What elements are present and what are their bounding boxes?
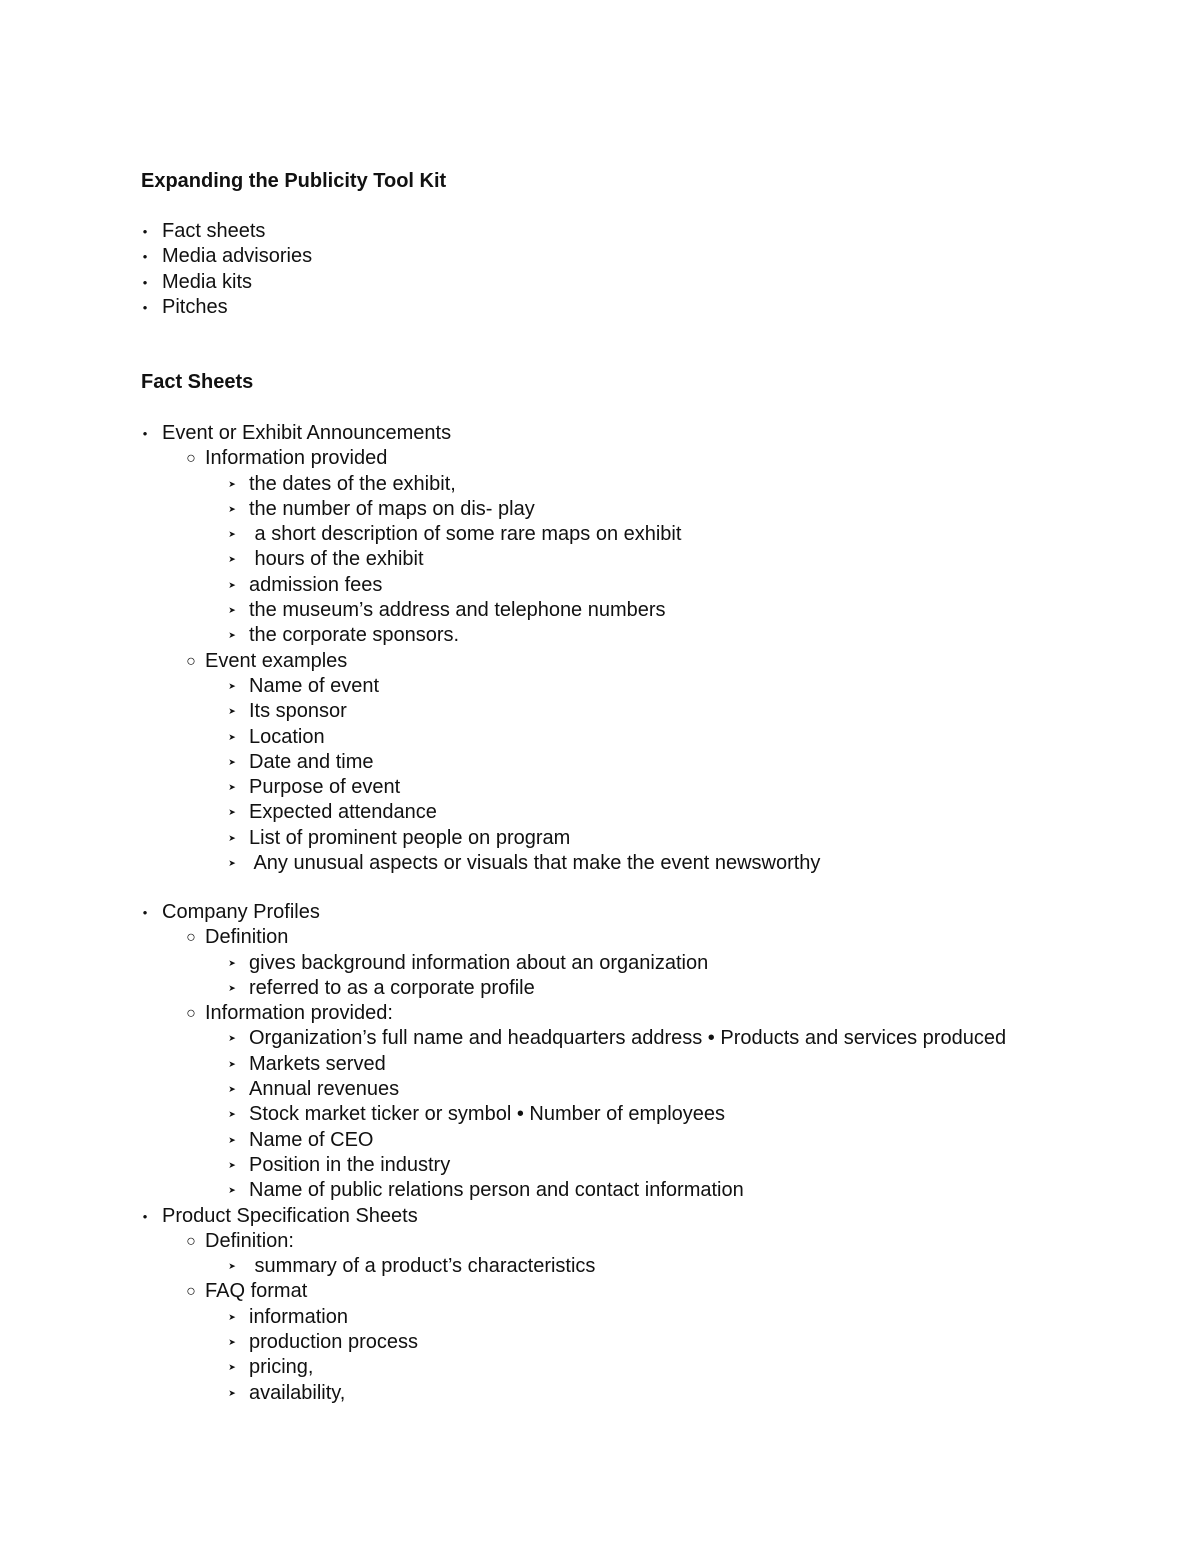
list-item [0, 750, 1200, 775]
arrow-bullet-icon: ➤ [228, 1033, 236, 1044]
arrow-bullet-icon: ➤ [228, 957, 236, 968]
list-item [0, 623, 1200, 648]
circle-bullet-icon: ○ [186, 1005, 196, 1023]
bullet-icon: • [142, 299, 148, 315]
circle-bullet-icon: ○ [186, 1283, 196, 1301]
list-item [0, 775, 1200, 800]
arrow-bullet-icon: ➤ [228, 1159, 236, 1170]
circle-bullet-icon: ○ [186, 929, 196, 947]
list-item-text: a short description of some rare maps on exhibit [249, 523, 682, 546]
list-item [0, 925, 1200, 950]
section-title-fact-sheets: Fact Sheets [141, 371, 254, 393]
arrow-bullet-icon: ➤ [228, 1337, 236, 1348]
list-item-text: referred to as a corporate profile [249, 976, 535, 999]
list-item-text: Pitches [162, 295, 228, 318]
list-item-text: Any unusual aspects or visuals that make the event newsworthy [249, 852, 821, 875]
arrow-bullet-icon: ➤ [228, 579, 236, 590]
arrow-bullet-icon: ➤ [228, 1058, 236, 1069]
list-item-text: Expected attendance [249, 801, 437, 824]
fact-sheets-list [0, 421, 1200, 876]
list-item-text: Event examples [205, 649, 348, 672]
list-item [0, 699, 1200, 724]
list-item-text: Media advisories [162, 245, 313, 268]
list-item [0, 674, 1200, 699]
list-item [0, 573, 1200, 598]
list-item-text: Company Profiles [162, 901, 320, 923]
arrow-bullet-icon: ➤ [228, 1109, 236, 1120]
section-title-publicity-tool-kit: Expanding the Publicity Tool Kit [141, 170, 447, 192]
arrow-bullet-icon: ➤ [228, 478, 236, 489]
list-item-text: Date and time [249, 750, 374, 773]
list-item [0, 219, 1200, 244]
arrow-bullet-icon: ➤ [228, 982, 236, 993]
list-item-text: the dates of the exhibit, [249, 472, 456, 495]
bullet-icon: • [142, 1208, 148, 1224]
list-item-text: the number of maps on dis- play [249, 497, 535, 520]
list-item [0, 976, 1200, 1001]
list-item-text: Markets served [249, 1052, 386, 1075]
list-item [0, 421, 1200, 446]
list-item-text: Information provided [205, 447, 388, 470]
list-item [0, 1204, 1200, 1229]
list-item-text: Organization’s full name and headquarters address • Products and services produced [249, 1027, 1007, 1050]
list-item [0, 649, 1200, 674]
list-item [0, 900, 1200, 925]
arrow-bullet-icon: ➤ [228, 630, 236, 641]
list-item [0, 598, 1200, 623]
list-item-text: Stock market ticker or symbol • Number of employees [249, 1103, 726, 1126]
list-item [0, 1052, 1200, 1077]
list-item-text: Product Specification Sheets [162, 1204, 418, 1227]
list-item [0, 1355, 1200, 1380]
arrow-bullet-icon: ➤ [228, 807, 236, 818]
list-item [0, 1305, 1200, 1330]
list-item-text: production process [249, 1331, 418, 1354]
profiles-and-specs-list [0, 900, 1200, 1406]
arrow-bullet-icon: ➤ [228, 529, 236, 540]
list-item [0, 244, 1200, 269]
list-item-text: Annual revenues [249, 1078, 400, 1101]
list-item-text: Its sponsor [249, 700, 347, 723]
list-item [0, 497, 1200, 522]
list-item-text: Name of public relations person and contact information [249, 1179, 744, 1202]
list-item-text: Media kits [162, 270, 253, 293]
arrow-bullet-icon: ➤ [228, 1084, 236, 1095]
arrow-bullet-icon: ➤ [228, 1261, 236, 1272]
arrow-bullet-icon: ➤ [228, 1362, 236, 1373]
arrow-bullet-icon: ➤ [228, 731, 236, 742]
circle-bullet-icon: ○ [186, 652, 196, 670]
list-item-text: admission fees [249, 573, 383, 596]
arrow-bullet-icon: ➤ [228, 554, 236, 565]
arrow-bullet-icon: ➤ [228, 605, 236, 616]
list-item-text: Fact sheets [162, 220, 266, 242]
arrow-bullet-icon: ➤ [228, 706, 236, 717]
arrow-bullet-icon: ➤ [228, 1134, 236, 1145]
list-item [0, 1128, 1200, 1153]
list-item [0, 826, 1200, 851]
list-item-text: Event or Exhibit Announcements [162, 422, 452, 444]
arrow-bullet-icon: ➤ [228, 503, 236, 514]
list-item-text: Information provided: [205, 1002, 393, 1025]
list-item [0, 446, 1200, 471]
list-item [0, 1254, 1200, 1279]
list-item [0, 851, 1200, 876]
list-item-text: hours of the exhibit [249, 548, 424, 571]
bullet-icon: • [142, 249, 148, 265]
list-item-text: Location [249, 725, 325, 748]
list-item [0, 1026, 1200, 1051]
list-item-text: gives background information about an organization [249, 951, 709, 974]
list-item [0, 270, 1200, 295]
arrow-bullet-icon: ➤ [228, 832, 236, 843]
list-item [0, 1153, 1200, 1178]
list-item-text: information [249, 1305, 348, 1328]
list-item-text: Position in the industry [249, 1153, 451, 1176]
list-item [0, 1330, 1200, 1355]
list-item-text: pricing, [249, 1356, 314, 1379]
circle-bullet-icon: ○ [186, 450, 196, 468]
list-item-text: Definition: [205, 1229, 294, 1252]
arrow-bullet-icon: ➤ [228, 782, 236, 793]
list-item [0, 1077, 1200, 1102]
list-item [0, 472, 1200, 497]
tool-kit-list [0, 219, 1200, 320]
list-item [0, 1279, 1200, 1304]
list-item [0, 522, 1200, 547]
bullet-icon: • [142, 224, 148, 239]
arrow-bullet-icon: ➤ [228, 1387, 236, 1398]
list-item-text: FAQ format [205, 1280, 308, 1303]
list-item-text: Name of CEO [249, 1128, 374, 1151]
list-item [0, 1381, 1200, 1406]
arrow-bullet-icon: ➤ [228, 858, 236, 869]
list-item-text: the museum’s address and telephone numbers [249, 599, 666, 622]
list-item [0, 1229, 1200, 1254]
list-item [0, 1178, 1200, 1203]
list-item [0, 1102, 1200, 1127]
list-item-text: the corporate sponsors. [249, 624, 460, 647]
list-item [0, 295, 1200, 320]
list-item [0, 547, 1200, 572]
list-item [0, 951, 1200, 976]
list-item [0, 800, 1200, 825]
bullet-icon: • [142, 274, 148, 290]
bullet-icon: • [142, 905, 148, 920]
list-item-text: Definition [205, 926, 289, 949]
list-item-text: Name of event [249, 674, 380, 697]
arrow-bullet-icon: ➤ [228, 756, 236, 767]
list-item [0, 725, 1200, 750]
list-item-text: summary of a product’s characteristics [249, 1255, 596, 1278]
list-item-text: availability, [249, 1381, 346, 1404]
list-item-text: List of prominent people on program [249, 826, 571, 849]
bullet-icon: • [142, 426, 148, 441]
arrow-bullet-icon: ➤ [228, 1185, 236, 1196]
list-item-text: Purpose of event [249, 776, 401, 799]
arrow-bullet-icon: ➤ [228, 680, 236, 691]
list-item [0, 1001, 1200, 1026]
circle-bullet-icon: ○ [186, 1232, 196, 1250]
arrow-bullet-icon: ➤ [228, 1311, 236, 1322]
